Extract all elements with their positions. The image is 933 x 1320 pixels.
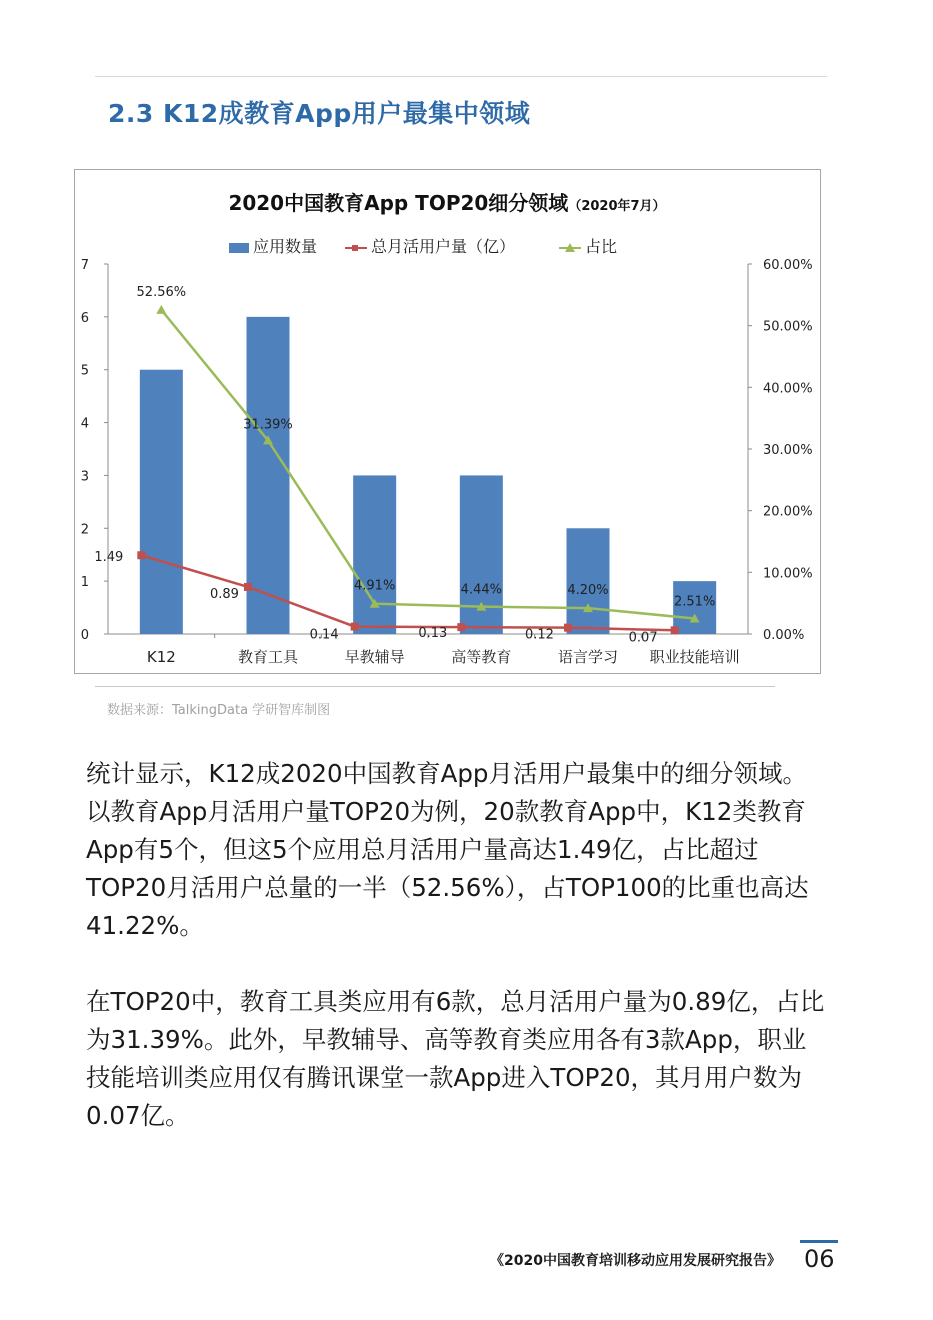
share-data-label: 4.20% — [567, 583, 609, 599]
right-tick-label: 60.00% — [763, 258, 813, 273]
users-data-label: 0.89 — [210, 586, 239, 602]
category-label: K12 — [146, 648, 176, 666]
left-tick-label: 0 — [80, 628, 89, 643]
footer-accent-line — [800, 1240, 838, 1243]
legend-label-1: 应用数量 — [253, 237, 318, 256]
users-point — [564, 624, 572, 632]
share-data-label: 2.51% — [674, 594, 716, 610]
section-title: 2.3 K12成教育App用户最集中领域 — [108, 99, 531, 128]
legend-label-2: 总月活用户量（亿） — [371, 237, 516, 256]
share-point — [156, 305, 166, 314]
source-divider — [95, 686, 775, 687]
users-point — [351, 623, 359, 631]
chart-subtitle: （2020年7月） — [568, 199, 666, 214]
right-tick-label: 0.00% — [763, 628, 805, 643]
right-tick-label: 50.00% — [763, 319, 813, 335]
bar-教育工具 — [247, 317, 290, 634]
share-line — [161, 310, 694, 619]
category-label: 早教辅导 — [344, 648, 405, 666]
page-number: 06 — [804, 1245, 835, 1273]
left-tick-label: 1 — [80, 575, 89, 591]
users-data-label: 0.13 — [418, 626, 448, 642]
chart-frame — [74, 169, 821, 674]
users-point — [137, 551, 145, 559]
footer-report-title: 《2020中国教育培训移动应用发展研究报告》 — [490, 1253, 781, 1269]
source-note: 数据来源：TalkingData 学研智库制图 — [107, 703, 331, 718]
share-data-label: 31.39% — [243, 417, 293, 433]
body-paragraph-2: 在TOP20中，教育工具类应用有6款，总月活用户量为0.89亿，占比为31.39%。此外，早教辅导、高等教育类应用各有3款App，职业技能培训类应用仅有腾讯课堂一款App进入TOP20，其月用户数为0.07亿。 — [86, 987, 825, 1130]
share-data-label: 4.44% — [460, 582, 502, 598]
users-point — [244, 583, 252, 591]
users-data-label: 0.12 — [525, 627, 554, 643]
right-tick-label: 20.00% — [763, 504, 813, 520]
category-label: 教育工具 — [237, 648, 299, 666]
legend-bar-swatch — [229, 243, 249, 253]
bar-语言学习 — [567, 528, 610, 634]
left-tick-label: 3 — [80, 469, 89, 485]
bar-K12 — [140, 370, 183, 634]
right-tick-label: 30.00% — [763, 443, 813, 458]
top-divider — [95, 76, 827, 77]
chart-title — [228, 191, 665, 215]
legend-label-3: 占比 — [585, 237, 618, 256]
left-tick-label: 6 — [80, 310, 89, 326]
bar-早教辅导 — [353, 475, 396, 634]
category-label: 语言学习 — [557, 648, 619, 666]
right-tick-label: 10.00% — [763, 566, 813, 582]
legend-marker-square — [352, 245, 358, 251]
category-label: 高等教育 — [451, 648, 512, 666]
left-tick-label: 4 — [80, 416, 89, 432]
users-data-label: 1.49 — [94, 550, 124, 566]
left-tick-label: 7 — [80, 258, 89, 273]
users-point — [671, 626, 679, 634]
users-point — [457, 623, 465, 631]
category-label: 职业技能培训 — [649, 648, 740, 666]
users-data-label: 0.14 — [309, 627, 339, 643]
left-tick-label: 5 — [80, 363, 89, 379]
users-data-label: 0.07 — [628, 630, 658, 646]
body-paragraph-1: 统计显示，K12成2020中国教育App月活用户最集中的细分领域。以教育App月活用户量TOP20为例，20款教育App中，K12类教育App有5个，但这5个应用总月活用户量高达1.49亿，占比超过TOP20月活用户总量的一半（52.56%），占TOP100的比重也高达41.22%。 — [86, 759, 809, 940]
share-data-label: 52.56% — [136, 284, 187, 300]
left-tick-label: 2 — [80, 522, 89, 538]
chart-title-main: 2020中国教育App TOP20细分领域 — [228, 191, 569, 215]
right-tick-label: 40.00% — [763, 381, 813, 397]
share-data-label: 4.91% — [354, 578, 396, 594]
chart-svg — [75, 170, 820, 673]
